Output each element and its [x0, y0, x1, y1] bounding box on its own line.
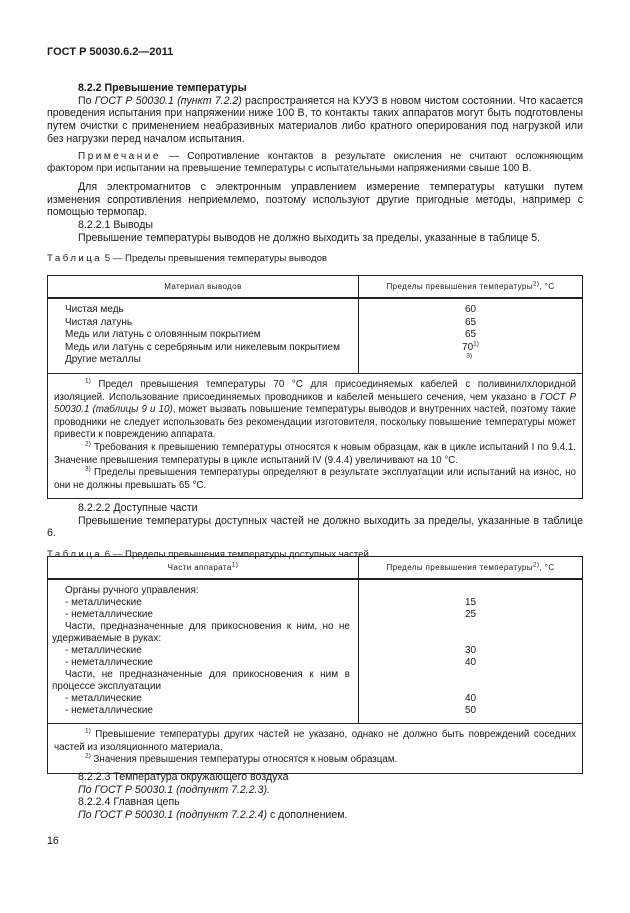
section-title: 8.2.2.2 Доступные части — [78, 502, 198, 514]
footnote — [54, 729, 576, 754]
paragraph: Для электромагнитов с электронным управлением измерение температуры катушки путем изменения сопротивления неприемлемо, поэтому используют другие пригодные методы, например с помощью термопар. — [47, 180, 583, 219]
table-5 — [47, 275, 583, 499]
table-cell: - неметаллические — [65, 705, 153, 716]
table-cell: 40 — [464, 657, 477, 668]
text: , может вызвать повышение температуры выводов и внутренних частей, поэтому такие проводники не следует использовать без рекомендации изготовителя, поскольку повышение температуры может привести к повреждению аппарата. — [54, 404, 577, 441]
document-header: ГОСТ Р 50030.6.2—2011 — [47, 46, 174, 58]
table-cell: Другие металлы — [65, 354, 141, 366]
table-cell: Медь или латунь с оловянным покрытием — [65, 329, 261, 341]
footnote — [54, 754, 576, 767]
table-footnotes — [48, 373, 583, 498]
footnote-mark: 2) — [532, 561, 540, 569]
text: Пределы превышения температуры — [386, 282, 533, 291]
value: 65 — [464, 329, 477, 341]
group-title: Органы ручного управления: — [65, 585, 199, 596]
reference: ГОСТ Р 50030.1 (таблицы 9 и 10) — [54, 391, 576, 416]
footnote-mark: 1) — [85, 727, 91, 735]
text: Пределы превышения температуры определяют в результате эксплуатации или испытаний на износ, но они не должны превышать 65 °С. — [54, 467, 576, 491]
text: По — [78, 94, 95, 107]
table-cell: Чистая медь — [65, 304, 124, 315]
value: 65 — [464, 316, 477, 328]
text: Части аппарата — [167, 563, 232, 572]
text: Превышение температуры других частей не указано, однако не должно быть повреждений соседних частей из изоляционного материала. — [54, 729, 576, 753]
footnote-mark: 1) — [85, 377, 91, 385]
text: Значения превышения температуры относятся к новым образцам. — [90, 754, 398, 766]
caption-text: 5 — Пределы превышения температуры выводов — [102, 253, 328, 265]
table-cell: 50 — [464, 705, 477, 716]
parts-column — [48, 579, 359, 724]
group-title: Части, не предназначенные для прикосновения к ним в процессе эксплуатации — [52, 669, 350, 692]
table-cell: Чистая латунь — [65, 316, 133, 328]
footnote-mark: 3) — [466, 353, 472, 361]
caption-label: Таблица — [47, 549, 103, 561]
footnote-mark: 3) — [85, 465, 91, 473]
table-cell: 30 — [464, 645, 477, 656]
table-6 — [47, 556, 583, 774]
column-header — [359, 557, 583, 580]
table-cell: Медь или латунь с серебряным или никелевым покрытием — [65, 341, 340, 353]
note — [47, 151, 583, 176]
footnote-mark: 2) — [85, 440, 91, 448]
table-caption — [47, 253, 583, 266]
unit: , °С — [539, 282, 555, 291]
caption-label: Таблица — [47, 253, 103, 265]
table-cell: 40 — [464, 693, 477, 704]
column-header — [359, 276, 583, 299]
column-header — [48, 557, 359, 580]
section-title: 8.2.2.3 Температура окружающего воздуха — [78, 771, 289, 783]
value: 60 — [464, 304, 477, 315]
footnote — [54, 442, 576, 467]
text: Требования к превышению температуры относятся к новым образцам, как в цикле испытаний I по 9.4.1. Значение превышения температуры в цикле испытаний IV (9.4.4) увеличивают на 10 °С. — [54, 441, 576, 466]
table-cell: - металлические — [65, 597, 142, 608]
table-cell: - неметаллические — [65, 609, 153, 620]
limit-column — [359, 298, 583, 373]
note-text: — Сопротивление контактов в результате окисления не считают осложняющим фактором при испытании на превышение температуры с испытательными напряжениями свыше 100 В. — [47, 150, 583, 175]
footnote — [54, 467, 576, 492]
reference: ГОСТ Р 50030.1 (пункт 7.2.2) — [94, 94, 242, 107]
text: распространяется на КУУЗ в новом чистом состоянии. Что касается проведения испытания при напряжении ниже 100 В, то контакты таких аппаратов могут быть подготовлены путем очистки с применением неабразивных материалов либо кратного оперирования под нагрузкой или без нагрузки перед началом испытания. — [47, 94, 583, 145]
table-cell: - металлические — [65, 693, 142, 704]
table-cell: 25 — [464, 609, 477, 620]
footnote-mark: 1) — [473, 340, 479, 348]
paragraph — [47, 784, 583, 797]
table-cell: - неметаллические — [65, 657, 153, 668]
section-title: 8.2.2 Превышение температуры — [78, 82, 247, 94]
caption-text: 6 — Пределы превышения температуры доступных частей — [102, 549, 369, 561]
text: Пределы превышения температуры — [386, 563, 533, 572]
paragraph — [47, 809, 583, 822]
section-8-2-2-2 — [47, 502, 583, 562]
table-cell — [367, 354, 574, 367]
section-title: 8.2.2.1 Выводы — [78, 219, 153, 232]
footnote — [54, 379, 576, 442]
reference: По ГОСТ Р 50030.1 (подпункт 7.2.2.4) — [78, 809, 267, 822]
table-cell: 15 — [464, 597, 477, 608]
paragraph: Превышение температуры доступных частей не должно выходить за пределы, указанные в таблице 6. — [47, 514, 583, 540]
paragraph: Превышение температуры выводов не должно выходить за пределы, указанные в таблице 5. — [78, 231, 541, 244]
footnote-mark: 2) — [85, 752, 91, 760]
value: 70 — [462, 341, 474, 353]
table-cell: - металлические — [65, 645, 142, 656]
footnote-mark: 2) — [532, 280, 540, 288]
section-8-2-2 — [47, 82, 583, 266]
text: с дополнением. — [267, 809, 348, 822]
section-title: 8.2.2.4 Главная цепь — [78, 796, 180, 809]
unit: , °С — [539, 563, 555, 572]
table-cell — [367, 329, 574, 342]
section-8-2-2-3 — [47, 771, 583, 822]
limit-column — [359, 579, 583, 724]
text: Предел превышения температуры 70 °С для присоединяемых кабелей с поливинилхлоридной изоляцией. Использование присоединяемых проводников и кабелей меньшего сечения, чем указано в — [54, 378, 576, 403]
reference: По ГОСТ Р 50030.1 (подпункт 7.2.2.3). — [78, 783, 270, 796]
table-cell — [367, 317, 574, 330]
material-column — [48, 298, 359, 373]
group-title: Части, предназначенные для прикосновения к ним, но не удерживаемые в руках: — [52, 621, 350, 644]
note-label: Примечание — [78, 150, 161, 162]
footnote-mark: 1) — [231, 561, 239, 569]
page-number: 16 — [47, 835, 59, 847]
paragraph — [47, 95, 583, 146]
table-cell — [367, 304, 574, 317]
column-header: Материал выводов — [48, 276, 359, 299]
table-footnotes — [48, 724, 583, 774]
